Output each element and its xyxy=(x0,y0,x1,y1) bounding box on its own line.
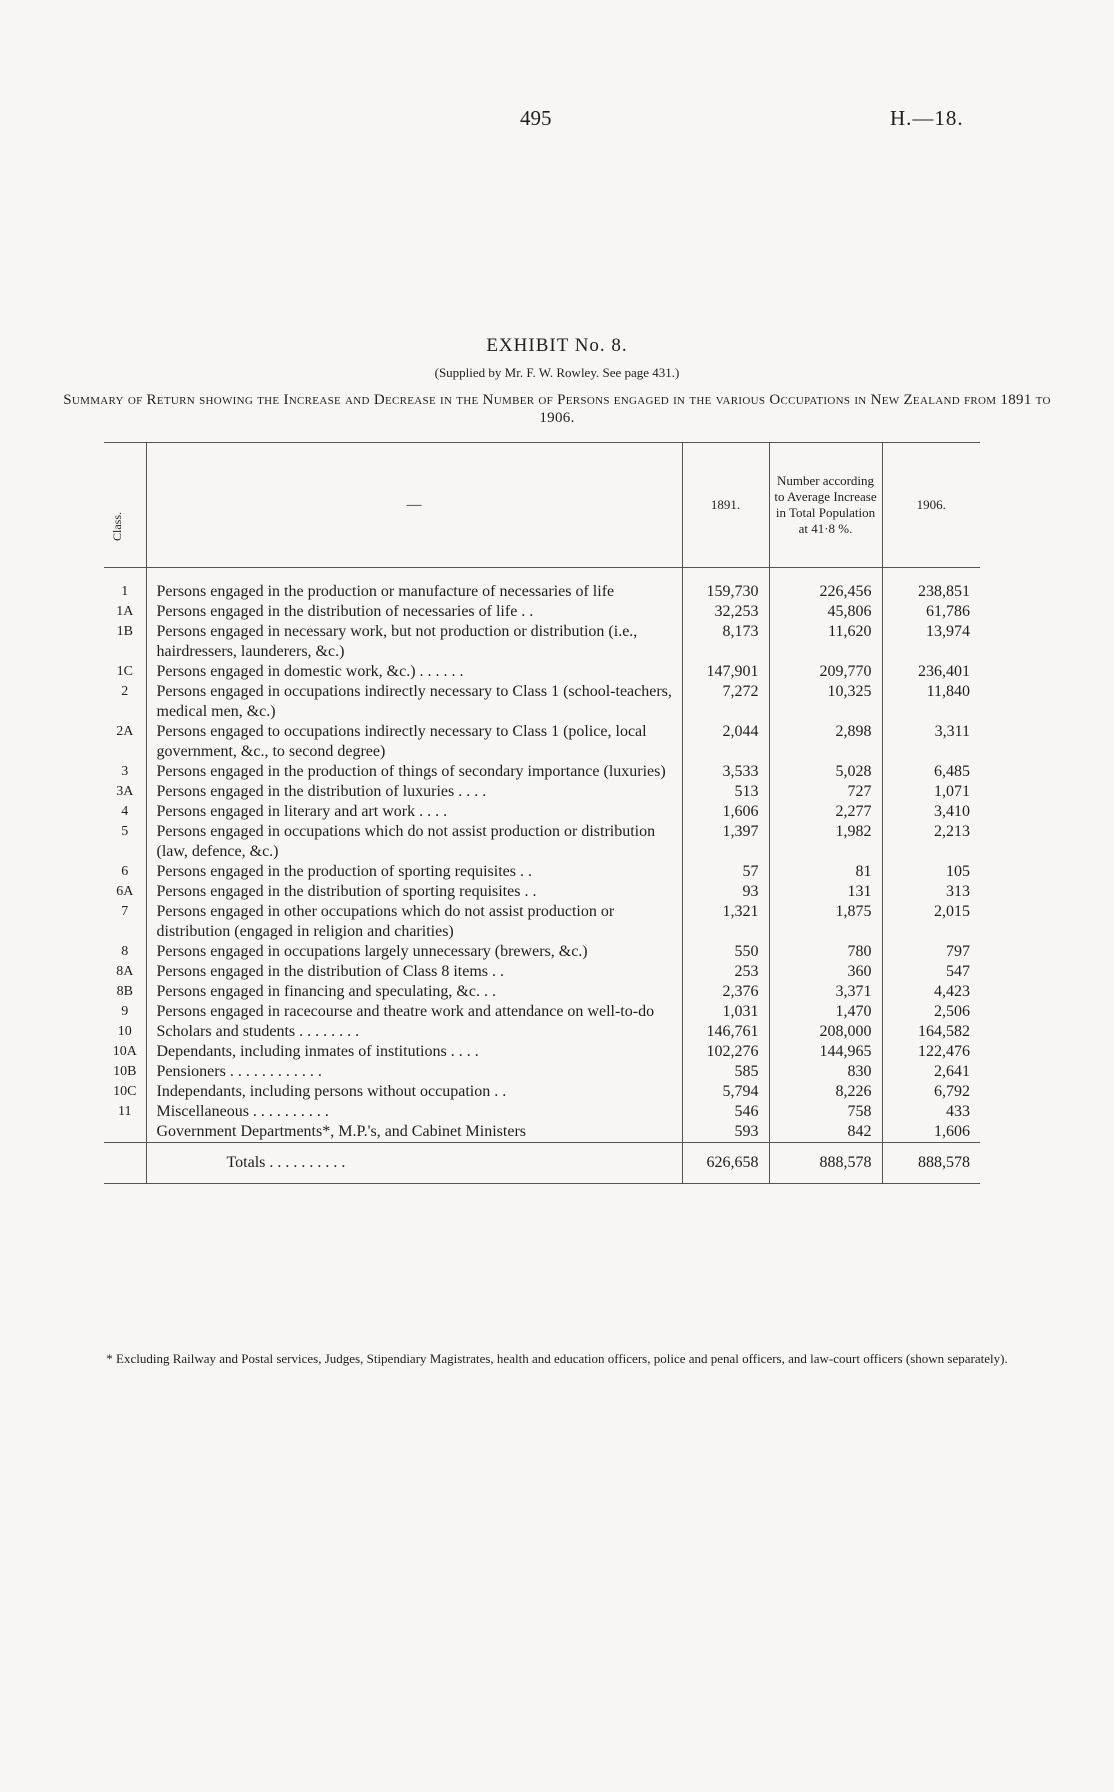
value-average-cell: 208,000 xyxy=(769,1022,882,1042)
value-average-cell: 8,226 xyxy=(769,1082,882,1102)
description-cell: Persons engaged in racecourse and theatre work and attendance on well-to-do xyxy=(146,1002,682,1022)
page-header xyxy=(0,106,1114,136)
description-cell: Persons engaged in the production or manufacture of necessaries of life xyxy=(146,568,682,603)
value-1891-cell: 550 xyxy=(682,942,769,962)
value-average-cell: 3,371 xyxy=(769,982,882,1002)
value-1906-cell: 2,641 xyxy=(934,1063,970,1080)
value-1906-cell: 3,410 xyxy=(934,803,970,820)
value-average-cell: 81 xyxy=(769,862,882,882)
table-row xyxy=(104,722,980,762)
totals-row xyxy=(104,1143,980,1184)
column-header-class: Class. xyxy=(104,443,146,568)
value-1906-cell: 236,401 xyxy=(918,663,970,680)
column-header-average: Number according to Average Increase in Total Population at 41·8 %. xyxy=(769,443,882,568)
column-header-description: — xyxy=(146,443,682,568)
value-1906-cell: 2,506 xyxy=(934,1003,970,1020)
totals-label: Totals . . . . . . . . . . xyxy=(146,1143,682,1184)
table-row xyxy=(104,1022,980,1042)
value-1906-cell: 547 xyxy=(946,963,970,980)
table-row xyxy=(104,982,980,1002)
description-cell: Persons engaged in occupations largely unnecessary (brewers, &c.) xyxy=(146,942,682,962)
value-average-cell: 226,456 xyxy=(769,568,882,603)
value-average-cell: 144,965 xyxy=(769,1042,882,1062)
document-reference: H.—18. xyxy=(890,106,964,130)
value-average-cell: 2,898 xyxy=(769,722,882,762)
table-body xyxy=(104,568,980,1184)
table-row xyxy=(104,662,980,682)
description-cell: Government Departments*, M.P.'s, and Cabinet Ministers xyxy=(146,1122,682,1143)
value-1891-cell: 102,276 xyxy=(682,1042,769,1062)
supplied-by-note: (Supplied by Mr. F. W. Rowley. See page 431.) xyxy=(434,365,680,380)
description-cell: Persons engaged in domestic work, &c.) . . . . . . xyxy=(146,662,682,682)
table-row xyxy=(104,1042,980,1062)
value-1891-cell: 147,901 xyxy=(682,662,769,682)
value-1891-cell: 159,730 xyxy=(682,568,769,603)
value-average-cell: 842 xyxy=(769,1122,882,1143)
class-number-cell: 3A xyxy=(104,782,146,802)
value-1906-cell: 13,974 xyxy=(926,623,970,640)
title-block xyxy=(0,335,1114,427)
description-cell: Persons engaged in other occupations which do not assist production or distribution (engaged in religion and charities) xyxy=(146,902,682,942)
value-1891-cell: 2,376 xyxy=(682,982,769,1002)
class-number-cell: 6 xyxy=(104,862,146,882)
value-average-cell: 131 xyxy=(769,882,882,902)
value-average-cell: 5,028 xyxy=(769,762,882,782)
value-1891-cell: 5,794 xyxy=(682,1082,769,1102)
value-average-cell: 830 xyxy=(769,1062,882,1082)
value-average-cell: 360 xyxy=(769,962,882,982)
totals-average: 888,578 xyxy=(769,1143,882,1184)
class-number-cell: 3 xyxy=(104,762,146,782)
description-cell: Persons engaged in occupations which do not assist production or distribution (law, defence, &c.) xyxy=(146,822,682,862)
table-row xyxy=(104,602,980,622)
footnote: * Excluding Railway and Postal services, Judges, Stipendiary Magistrates, health and education officers, police and penal officers, and law-court officers (shown separately). xyxy=(106,1351,1008,1366)
value-1906-cell: 313 xyxy=(946,883,970,900)
table-row xyxy=(104,862,980,882)
value-1906-cell: 238,851 xyxy=(918,583,970,600)
value-1891-cell: 57 xyxy=(682,862,769,882)
value-1891-cell: 585 xyxy=(682,1062,769,1082)
value-1906-cell: 61,786 xyxy=(926,603,970,620)
class-number-cell: 9 xyxy=(104,1002,146,1022)
value-average-cell: 10,325 xyxy=(769,682,882,722)
description-cell: Persons engaged in the distribution of luxuries . . . . xyxy=(146,782,682,802)
class-number-cell: 10A xyxy=(104,1042,146,1062)
value-average-cell: 758 xyxy=(769,1102,882,1122)
value-average-cell: 2,277 xyxy=(769,802,882,822)
table-row xyxy=(104,902,980,942)
table-row xyxy=(104,882,980,902)
table-row xyxy=(104,802,980,822)
exhibit-title: EXHIBIT No. 8. xyxy=(486,335,628,356)
occupations-table-container xyxy=(104,442,980,1184)
value-1891-cell: 1,397 xyxy=(682,822,769,862)
class-number-cell: 8A xyxy=(104,962,146,982)
description-cell: Persons engaged in the production of sporting requisites . . xyxy=(146,862,682,882)
value-1891-cell: 593 xyxy=(682,1122,769,1143)
table-row xyxy=(104,1082,980,1102)
value-1891-cell: 32,253 xyxy=(682,602,769,622)
table-row xyxy=(104,1102,980,1122)
value-1891-cell: 253 xyxy=(682,962,769,982)
class-number-cell: 5 xyxy=(104,822,146,862)
table-row xyxy=(104,782,980,802)
value-1906-cell: 797 xyxy=(946,943,970,960)
value-1906-cell: 105 xyxy=(946,863,970,880)
summary-title: Summary of Return showing the Increase and Decrease in the Number of Persons engaged in the various Occupations in New Zealand from 1891 to 1906. xyxy=(63,392,1051,426)
value-average-cell: 1,982 xyxy=(769,822,882,862)
class-number-cell: 2 xyxy=(104,682,146,722)
class-number-cell: 10C xyxy=(104,1082,146,1102)
description-cell: Independants, including persons without occupation . . xyxy=(146,1082,682,1102)
value-1891-cell: 513 xyxy=(682,782,769,802)
class-number-cell: 1C xyxy=(104,662,146,682)
table-row xyxy=(104,762,980,782)
value-1906-cell: 2,213 xyxy=(934,823,970,840)
totals-1906: 888,578 xyxy=(882,1143,980,1184)
description-cell: Persons engaged in the distribution of necessaries of life . . xyxy=(146,602,682,622)
description-cell: Pensioners . . . . . . . . . . . . xyxy=(146,1062,682,1082)
table-row xyxy=(104,962,980,982)
value-1891-cell: 1,031 xyxy=(682,1002,769,1022)
value-1906-cell: 4,423 xyxy=(934,983,970,1000)
table-row xyxy=(104,1002,980,1022)
value-1906-cell: 1,606 xyxy=(934,1123,970,1140)
value-1906-cell: 6,485 xyxy=(934,763,970,780)
class-number-cell: 8 xyxy=(104,942,146,962)
description-cell: Persons engaged in necessary work, but not production or distribution (i.e., hairdressers, launderers, &c.) xyxy=(146,622,682,662)
table-row xyxy=(104,622,980,662)
description-cell: Persons engaged in the distribution of Class 8 items . . xyxy=(146,962,682,982)
class-number-cell: 6A xyxy=(104,882,146,902)
table-row xyxy=(104,822,980,862)
value-1906-cell: 433 xyxy=(946,1103,970,1120)
class-number-cell: 10B xyxy=(104,1062,146,1082)
value-1891-cell: 93 xyxy=(682,882,769,902)
totals-class-cell xyxy=(104,1143,146,1184)
value-average-cell: 11,620 xyxy=(769,622,882,662)
value-1906-cell: 11,840 xyxy=(926,683,970,700)
value-average-cell: 1,875 xyxy=(769,902,882,942)
description-cell: Persons engaged in literary and art work . . . . xyxy=(146,802,682,822)
table-row xyxy=(104,942,980,962)
table-row xyxy=(104,682,980,722)
value-average-cell: 209,770 xyxy=(769,662,882,682)
description-cell: Persons engaged in occupations indirectly necessary to Class 1 (school-teachers, medical men, &c.) xyxy=(146,682,682,722)
table-row xyxy=(104,568,980,603)
description-cell: Miscellaneous . . . . . . . . . . xyxy=(146,1102,682,1122)
value-1906-cell: 122,476 xyxy=(918,1043,970,1060)
class-number-cell: 11 xyxy=(104,1102,146,1122)
occupations-table xyxy=(104,442,980,1184)
value-1891-cell: 1,321 xyxy=(682,902,769,942)
value-1906-cell: 164,582 xyxy=(918,1023,970,1040)
class-number-cell: 1B xyxy=(104,622,146,662)
class-number-cell: 2A xyxy=(104,722,146,762)
totals-1891: 626,658 xyxy=(682,1143,769,1184)
column-header-1891: 1891. xyxy=(682,443,769,568)
table-header-row xyxy=(104,443,980,568)
value-1891-cell: 8,173 xyxy=(682,622,769,662)
description-cell: Persons engaged in financing and speculating, &c. . . xyxy=(146,982,682,1002)
column-header-1906: 1906. xyxy=(882,443,980,568)
description-cell: Persons engaged to occupations indirectly necessary to Class 1 (police, local government, &c., to second degree) xyxy=(146,722,682,762)
class-number-cell: 4 xyxy=(104,802,146,822)
class-number-cell: 7 xyxy=(104,902,146,942)
value-1891-cell: 146,761 xyxy=(682,1022,769,1042)
description-cell: Dependants, including inmates of institutions . . . . xyxy=(146,1042,682,1062)
value-1891-cell: 1,606 xyxy=(682,802,769,822)
description-cell: Persons engaged in the distribution of sporting requisites . . xyxy=(146,882,682,902)
class-number-cell: 1 xyxy=(104,568,146,603)
table-row xyxy=(104,1062,980,1082)
page-number: 495 xyxy=(520,106,552,130)
value-1891-cell: 7,272 xyxy=(682,682,769,722)
description-cell: Scholars and students . . . . . . . . xyxy=(146,1022,682,1042)
value-1906-cell: 6,792 xyxy=(934,1083,970,1100)
class-number-cell xyxy=(104,1122,146,1143)
table-row xyxy=(104,1122,980,1143)
value-average-cell: 780 xyxy=(769,942,882,962)
class-number-cell: 1A xyxy=(104,602,146,622)
value-average-cell: 727 xyxy=(769,782,882,802)
class-number-cell: 8B xyxy=(104,982,146,1002)
value-1891-cell: 2,044 xyxy=(682,722,769,762)
value-1906-cell: 3,311 xyxy=(934,723,970,740)
value-average-cell: 45,806 xyxy=(769,602,882,622)
class-number-cell: 10 xyxy=(104,1022,146,1042)
value-average-cell: 1,470 xyxy=(769,1002,882,1022)
value-1906-cell: 2,015 xyxy=(934,903,970,920)
description-cell: Persons engaged in the production of things of secondary importance (luxuries) xyxy=(146,762,682,782)
value-1891-cell: 3,533 xyxy=(682,762,769,782)
value-1906-cell: 1,071 xyxy=(934,783,970,800)
value-1891-cell: 546 xyxy=(682,1102,769,1122)
